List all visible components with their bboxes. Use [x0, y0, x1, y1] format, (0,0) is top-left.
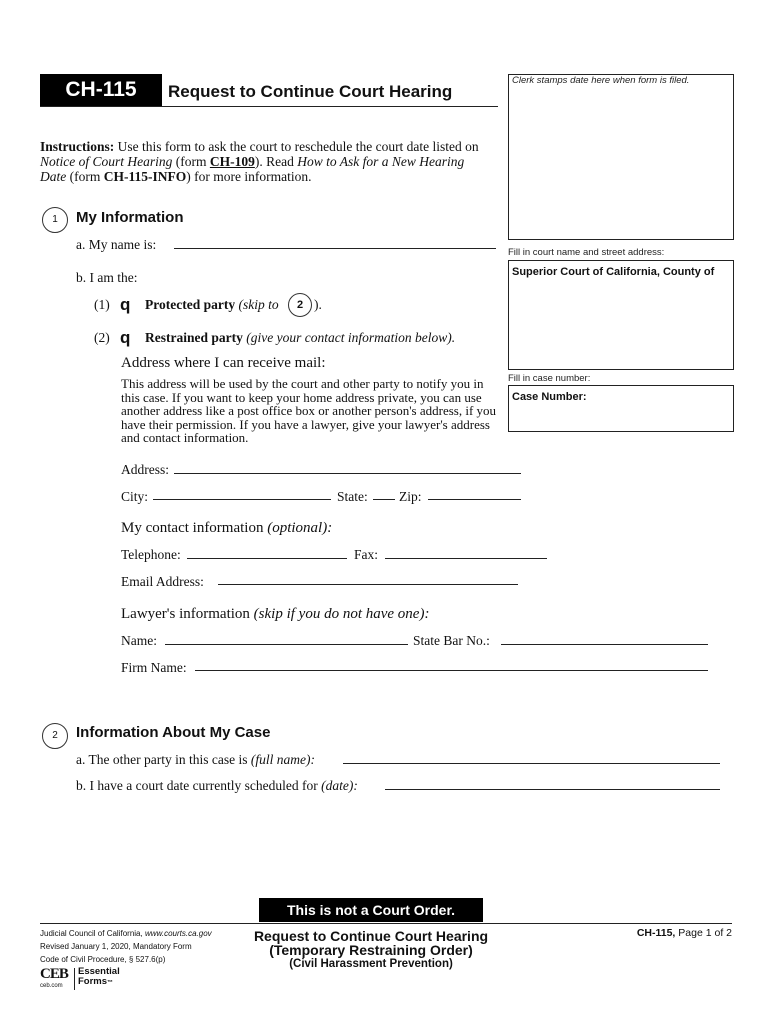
not-court-order-banner: This is not a Court Order.	[259, 898, 483, 922]
logo-forms: Forms	[78, 976, 108, 987]
contact-heading-text: My contact information	[121, 520, 264, 536]
case-number-label: Fill in case number:	[508, 373, 591, 384]
court-date-field[interactable]	[385, 789, 720, 790]
firm-name-field[interactable]	[195, 670, 708, 671]
address-field[interactable]	[174, 473, 521, 474]
case-number-value: Case Number:	[512, 391, 587, 403]
contact-optional: (optional):	[267, 520, 333, 536]
logo-tm: ™	[107, 980, 114, 986]
fax-label: Fax:	[354, 547, 379, 562]
essential-forms-text	[78, 967, 120, 988]
instructions-text: (form	[66, 169, 104, 184]
lawyer-skip-note: (skip if you do not have one):	[253, 606, 430, 622]
city-field[interactable]	[153, 499, 331, 500]
court-date-text: b. I have a court date currently scheduled for	[76, 778, 318, 793]
my-name-field[interactable]	[174, 248, 496, 249]
ceb-logo-text: CEB	[40, 966, 68, 982]
instructions-info-form: CH-115-INFO	[103, 169, 187, 184]
court-name-value: Superior Court of California, County of	[512, 266, 715, 278]
state-bar-label: State Bar No.:	[413, 633, 490, 648]
page-number	[608, 927, 732, 939]
i-am-the-label: b. I am the:	[76, 270, 138, 285]
lawyer-heading-text: Lawyer's information	[121, 606, 250, 622]
judicial-council-text	[40, 929, 212, 938]
firm-name-label: Firm Name:	[121, 660, 187, 675]
other-party-note: (full name):	[250, 752, 315, 767]
page-count: Page 1 of 2	[678, 927, 732, 939]
form-title: Request to Continue Court Hearing	[168, 82, 453, 101]
email-label: Email Address:	[121, 574, 204, 589]
court-date-label	[76, 778, 358, 794]
council-website: www.courts.ca.gov	[144, 929, 212, 938]
email-field[interactable]	[218, 584, 518, 585]
footer-title-3: (Civil Harassment Prevention)	[289, 958, 453, 970]
address-label: Address:	[121, 462, 169, 477]
header-rule	[40, 106, 498, 107]
instructions-text: Use this form to ask the court to reschedule the court date listed on	[114, 139, 479, 154]
state-label: State:	[337, 489, 368, 504]
protected-party-label	[145, 297, 279, 313]
zip-label: Zip:	[399, 489, 422, 504]
instructions-text: ) for more information.	[186, 169, 312, 184]
instructions	[40, 139, 490, 184]
ceb-logo	[40, 966, 130, 992]
restrained-party-checkbox[interactable]: q	[120, 328, 131, 347]
section-1-number: 1	[42, 207, 68, 233]
ceb-logo-sub: ceb.com	[40, 983, 63, 989]
other-party-text: a. The other party in this case is	[76, 752, 248, 767]
lawyer-heading	[121, 606, 429, 623]
skip-to-end: ).	[314, 297, 322, 312]
section-2-number: 2	[42, 723, 68, 749]
address-heading: Address where I can receive mail:	[121, 355, 326, 371]
court-date-note: (date):	[321, 778, 358, 793]
fax-field[interactable]	[385, 558, 547, 559]
footer-rule	[40, 923, 732, 924]
skip-to-text: (skip to	[238, 297, 279, 312]
other-party-label	[76, 752, 315, 768]
code-reference: Code of Civil Procedure, § 527.6(p)	[40, 955, 166, 964]
telephone-field[interactable]	[187, 558, 347, 559]
city-label: City:	[121, 489, 149, 504]
skip-to-section-2-ref: 2	[288, 293, 312, 317]
protected-party-checkbox[interactable]: q	[120, 295, 131, 314]
option-1-number: (1)	[94, 297, 110, 312]
page-form-id: CH-115,	[636, 927, 676, 939]
revised-date: Revised January 1, 2020, Mandatory Form	[40, 942, 192, 951]
footer-title-2: (Temporary Restraining Order)	[269, 942, 473, 958]
instructions-text: ). Read	[254, 154, 298, 169]
instructions-form-ref: Notice of Court Hearing	[40, 154, 173, 169]
state-bar-field[interactable]	[501, 644, 708, 645]
restrained-party-label	[145, 330, 455, 346]
instructions-info-ref: How to Ask for a New Hearing Date	[40, 154, 465, 184]
protected-party-text: Protected party	[145, 297, 236, 312]
clerk-stamp-label: Clerk stamps date here when form is filed.	[512, 75, 690, 86]
telephone-label: Telephone:	[121, 547, 181, 562]
zip-field[interactable]	[428, 499, 521, 500]
instructions-lead: Instructions:	[40, 139, 115, 154]
state-field[interactable]	[373, 499, 395, 500]
section-1-title: My Information	[76, 209, 184, 226]
footer-title-1: Request to Continue Court Hearing	[253, 928, 489, 944]
lawyer-name-label: Name:	[121, 633, 157, 648]
address-help-text: This address will be used by the court and other party to notify you in this case. If you want to keep your home address private, you can use another address like a post office box or another person's address, if you have their permission. If you have a lawyer, give your lawyer's address and contact information.	[121, 376, 497, 445]
contact-heading	[121, 520, 332, 537]
clerk-stamp-box[interactable]	[508, 74, 734, 240]
other-party-field[interactable]	[343, 763, 720, 764]
restrained-party-text: Restrained party	[145, 330, 243, 345]
instructions-text: (form	[172, 154, 210, 169]
council-text: Judicial Council of California,	[40, 929, 143, 938]
logo-essential: Essential	[78, 966, 120, 977]
court-name-label: Fill in court name and street address:	[508, 247, 665, 258]
restrained-party-note: (give your contact information below).	[246, 330, 456, 345]
instructions-link-ch109[interactable]: CH-109	[209, 154, 255, 169]
my-name-label: a. My name is:	[76, 237, 157, 252]
section-2-title: Information About My Case	[76, 724, 271, 741]
option-2-number: (2)	[94, 330, 110, 345]
logo-divider	[74, 968, 75, 990]
form-id-badge: CH-115	[40, 74, 162, 106]
lawyer-name-field[interactable]	[165, 644, 408, 645]
